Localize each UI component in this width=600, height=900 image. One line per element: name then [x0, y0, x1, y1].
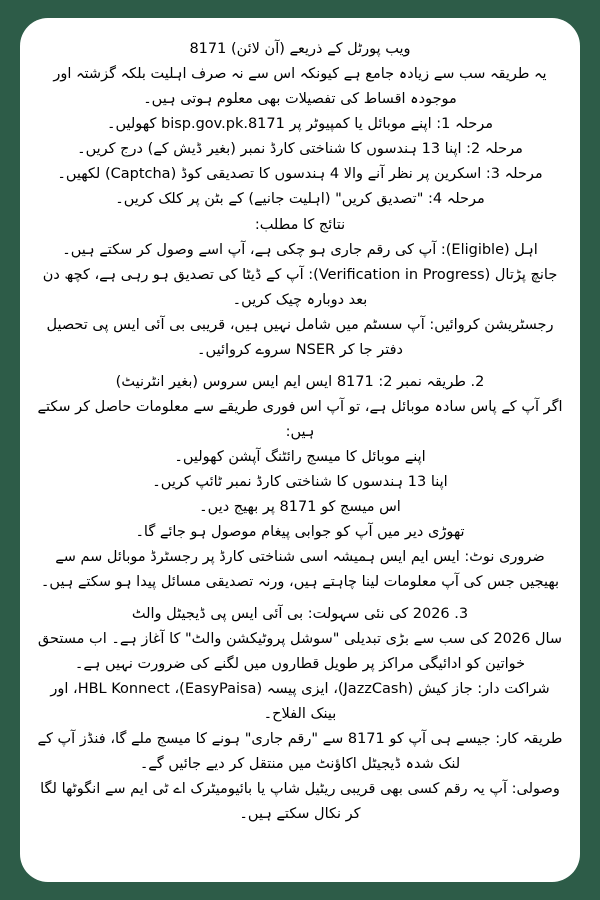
paragraph: اپنے موبائل کا میسج رائٹنگ آپشن کھولیں۔ — [174, 449, 426, 465]
paragraph: اہل (Eligible): آپ کی رقم جاری ہو چکی ہے، آپ اسے وصول کر سکتے ہیں۔ — [62, 242, 538, 258]
document-card — [20, 18, 580, 882]
paragraph: جانچ پڑتال (Verification in Progress): آپ کے ڈیٹا کی تصدیق ہو رہی ہے، کچھ دن بعد دوبارہ چیک کریں۔ — [42, 267, 558, 308]
paragraph: یہ طریقہ سب سے زیادہ جامع ہے کیونکہ اس سے نہ صرف اہلیت بلکہ گزشتہ اور موجودہ اقساط کی تفصیلات بھی معلوم ہوتی ہیں۔ — [53, 66, 547, 107]
section-heading: ویب پورٹل کے ذریعے (آن لائن) 8171 — [189, 41, 411, 57]
section-subheading: نتائج کا مطلب: — [254, 217, 346, 233]
paragraph: اگر آپ کے پاس سادہ موبائل ہے، تو آپ اس فوری طریقے سے معلومات حاصل کر سکتے ہیں: — [37, 399, 563, 440]
paragraph: اس میسج کو 8171 پر بھیج دیں۔ — [199, 499, 401, 515]
section-heading: 2. طریقہ نمبر 2: 8171 ایس ایم ایس سروس (بغیر انٹرنیٹ) — [115, 374, 485, 390]
paragraph: ضروری نوٹ: ایس ایم ایس ہمیشہ اسی شناختی کارڈ پر رجسٹرڈ موبائل سم سے بھیجیں جس کی آپ معلومات لینا چاہتے ہیں، ورنہ تصدیقی مسائل پیدا ہو سکتے ہیں۔ — [40, 549, 560, 590]
paragraph: طریقہ کار: جیسے ہی آپ کو 8171 سے "رقم جاری" ہونے کا میسج ملے گا، فنڈز آپ کے لنک شدہ ڈیجیٹل اکاؤنٹ میں منتقل کر دیے جائیں گے۔ — [37, 731, 563, 772]
paragraph: تھوڑی دیر میں آپ کو جوابی پیغام موصول ہو جائے گا۔ — [135, 524, 465, 540]
paragraph: وصولی: آپ یہ رقم کسی بھی قریبی ریٹیل شاپ یا بائیومیٹرک اے ٹی ایم سے انگوٹھا لگا کر نکال سکتے ہیں۔ — [40, 781, 560, 822]
section-heading: 3. 2026 کی نئی سہولت: بی آئی ایس پی ڈیجیٹل والٹ — [131, 606, 469, 622]
paragraph: مرحلہ 2: اپنا 13 ہندسوں کا شناختی کارڈ نمبر (بغیر ڈیش کے) درج کریں۔ — [77, 141, 523, 157]
paragraph: مرحلہ 4: "تصدیق کریں" (اہلیت جانیے) کے بٹن پر کلک کریں۔ — [115, 191, 485, 207]
paragraph: اپنا 13 ہندسوں کا شناختی کارڈ نمبر ٹائپ کریں۔ — [152, 474, 448, 490]
paragraph: مرحلہ 3: اسکرین پر نظر آنے والا 4 ہندسوں کا تصدیقی کوڈ (Captcha) لکھیں۔ — [57, 166, 543, 182]
paragraph: سال 2026 کی سب سے بڑی تبدیلی "سوشل پروٹیکشن والٹ" کا آغاز ہے۔ اب مستحق خواتین کو ادائیگی مراکز پر طویل قطاروں میں لگنے کی ضرورت نہیں ہے۔ — [37, 631, 563, 672]
paragraph: رجسٹریشن کروائیں: آپ سسٹم میں شامل نہیں ہیں، قریبی بی آئی ایس پی تحصیل دفتر جا کر NSER سروے کروائیں۔ — [46, 317, 554, 358]
paragraph: مرحلہ 1: اپنے موبائل یا کمپیوٹر پر bisp.gov.pk.8171 کھولیں۔ — [106, 116, 493, 132]
document-body — [36, 37, 564, 827]
paragraph: شراکت دار: جاز کیش (JazzCash)، ایزی پیسہ (EasyPaisa)، HBL Konnect، اور بینک الفلاح۔ — [50, 681, 550, 722]
